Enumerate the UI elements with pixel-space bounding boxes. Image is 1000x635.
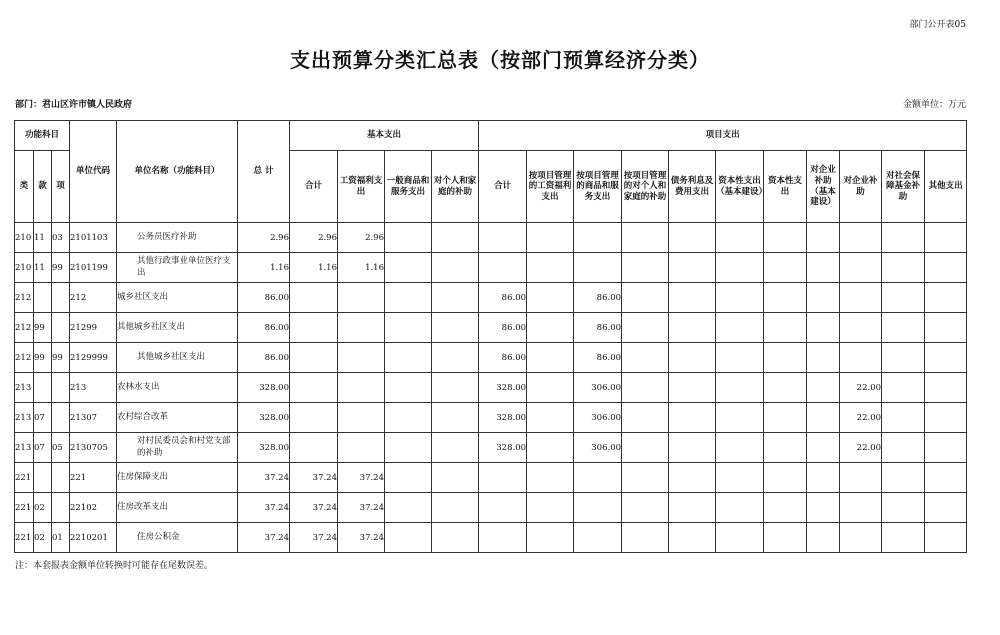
project-total-cell: 86.00 (479, 313, 527, 343)
project-capital-2-cell (764, 343, 807, 373)
project-enterprise-cell (840, 313, 882, 343)
xiang-cell (52, 283, 70, 313)
project-social-cell (882, 343, 925, 373)
project-debt-cell (669, 403, 716, 433)
project-personal-cell (622, 523, 669, 553)
basic-salary-cell: 37.24 (338, 463, 385, 493)
basic-salary-cell: 2.96 (338, 223, 385, 253)
project-salary-cell (527, 253, 574, 283)
basic-goods-cell (385, 253, 432, 283)
basic-personal-cell (432, 463, 479, 493)
project-personal-cell (622, 343, 669, 373)
project-enterprise-cell (840, 253, 882, 283)
project-capital-cell (716, 373, 764, 403)
project-capital-2-cell (764, 463, 807, 493)
basic-personal-cell (432, 433, 479, 463)
basic-personal-cell (432, 283, 479, 313)
page-title: 支出预算分类汇总表（按部门预算经济分类） (290, 48, 710, 72)
unit-name-cell: 公务员医疗补助 (117, 223, 238, 253)
project-personal-cell (622, 373, 669, 403)
project-goods-cell (574, 523, 622, 553)
xiang-cell: 03 (52, 223, 70, 253)
project-debt-cell (669, 343, 716, 373)
total-cell: 328.00 (238, 373, 290, 403)
project-total-cell (479, 253, 527, 283)
xiang-cell (52, 373, 70, 403)
project-salary-cell (527, 523, 574, 553)
basic-goods-cell (385, 313, 432, 343)
kuan-cell: 07 (34, 403, 52, 433)
unit-name-cell: 其他行政事业单位医疗支出 (117, 253, 238, 283)
department-label: 部门：君山区许市镇人民政府 (15, 100, 133, 110)
project-other-cell (925, 313, 967, 343)
unit-name-cell: 对村民委员会和村党支部的补助 (117, 433, 238, 463)
project-enterprise-capital-cell (807, 523, 840, 553)
project-enterprise-cell (840, 223, 882, 253)
basic-salary-cell (338, 343, 385, 373)
total-cell: 37.24 (238, 523, 290, 553)
table-row (15, 283, 967, 313)
unit-code-cell: 221 (70, 463, 117, 493)
project-other-cell (925, 493, 967, 523)
kuan-cell: 02 (34, 493, 52, 523)
basic-goods-cell (385, 433, 432, 463)
project-enterprise-capital-cell (807, 313, 840, 343)
project-other-cell (925, 283, 967, 313)
kuan-cell (34, 373, 52, 403)
table-row (15, 493, 967, 523)
table-row (15, 433, 967, 463)
form-reference: 部门公开表05 (909, 20, 966, 30)
project-capital-cell (716, 493, 764, 523)
project-salary-cell (527, 343, 574, 373)
project-salary-cell (527, 373, 574, 403)
kuan-cell: 99 (34, 313, 52, 343)
project-salary-cell (527, 433, 574, 463)
project-social-cell (882, 283, 925, 313)
basic-total-cell (290, 373, 338, 403)
xiang-cell: 99 (52, 253, 70, 283)
project-goods-cell: 306.00 (574, 433, 622, 463)
project-social-cell (882, 313, 925, 343)
project-personal-cell (622, 253, 669, 283)
basic-personal-cell (432, 223, 479, 253)
basic-total-cell (290, 433, 338, 463)
total-cell: 1.16 (238, 253, 290, 283)
header-total: 总 计 (238, 121, 290, 223)
project-salary-cell (527, 283, 574, 313)
project-goods-cell (574, 463, 622, 493)
unit-name-cell: 住房保障支出 (117, 463, 238, 493)
xiang-cell (52, 313, 70, 343)
project-enterprise-cell: 22.00 (840, 373, 882, 403)
header-project-personal: 按项目管理的对个人和家庭的补助 (622, 151, 669, 223)
basic-total-cell (290, 313, 338, 343)
header-project-social: 对社会保障基金补助 (882, 151, 925, 223)
project-goods-cell: 86.00 (574, 283, 622, 313)
basic-salary-cell (338, 373, 385, 403)
unit-code-cell: 22102 (70, 493, 117, 523)
unit-name-cell: 其他城乡社区支出 (117, 313, 238, 343)
project-capital-2-cell (764, 403, 807, 433)
header-project-capital-2: 资本性支出 (764, 151, 807, 223)
project-enterprise-cell (840, 283, 882, 313)
project-total-cell: 328.00 (479, 373, 527, 403)
total-cell: 86.00 (238, 313, 290, 343)
project-other-cell (925, 343, 967, 373)
project-enterprise-cell (840, 463, 882, 493)
project-capital-2-cell (764, 253, 807, 283)
header-basic-total: 合计 (290, 151, 338, 223)
project-goods-cell: 306.00 (574, 373, 622, 403)
project-social-cell (882, 493, 925, 523)
basic-goods-cell (385, 463, 432, 493)
total-cell: 2.96 (238, 223, 290, 253)
project-goods-cell: 86.00 (574, 313, 622, 343)
kuan-cell (34, 463, 52, 493)
project-capital-2-cell (764, 523, 807, 553)
unit-name-cell: 城乡社区支出 (117, 283, 238, 313)
lei-cell: 212 (15, 343, 34, 373)
basic-personal-cell (432, 523, 479, 553)
kuan-cell: 11 (34, 223, 52, 253)
unit-name-cell: 住房改革支出 (117, 493, 238, 523)
unit-code-cell: 2210201 (70, 523, 117, 553)
kuan-cell: 99 (34, 343, 52, 373)
project-salary-cell (527, 313, 574, 343)
basic-personal-cell (432, 373, 479, 403)
kuan-cell (34, 283, 52, 313)
basic-salary-cell (338, 403, 385, 433)
project-enterprise-cell: 22.00 (840, 433, 882, 463)
project-social-cell (882, 223, 925, 253)
project-debt-cell (669, 463, 716, 493)
basic-goods-cell (385, 523, 432, 553)
basic-total-cell: 37.24 (290, 523, 338, 553)
project-goods-cell (574, 253, 622, 283)
total-cell: 37.24 (238, 493, 290, 523)
project-debt-cell (669, 523, 716, 553)
project-social-cell (882, 463, 925, 493)
project-personal-cell (622, 283, 669, 313)
project-capital-cell (716, 253, 764, 283)
header-project-total: 合计 (479, 151, 527, 223)
project-total-cell: 328.00 (479, 433, 527, 463)
total-cell: 86.00 (238, 283, 290, 313)
project-enterprise-cell (840, 343, 882, 373)
project-personal-cell (622, 433, 669, 463)
project-salary-cell (527, 403, 574, 433)
amount-unit-label: 金额单位：万元 (902, 100, 966, 110)
project-personal-cell (622, 463, 669, 493)
header-basic-goods: 一般商品和服务支出 (385, 151, 432, 223)
kuan-cell: 11 (34, 253, 52, 283)
kuan-cell: 07 (34, 433, 52, 463)
basic-total-cell: 37.24 (290, 493, 338, 523)
project-total-cell (479, 223, 527, 253)
project-total-cell: 328.00 (479, 403, 527, 433)
table-row (15, 343, 967, 373)
header-project-capital: 资本性支出（基本建设） (716, 151, 764, 223)
basic-salary-cell: 1.16 (338, 253, 385, 283)
total-cell: 328.00 (238, 433, 290, 463)
project-social-cell (882, 433, 925, 463)
project-salary-cell (527, 493, 574, 523)
project-total-cell: 86.00 (479, 283, 527, 313)
header-unit-code: 单位代码 (70, 121, 117, 223)
project-goods-cell: 306.00 (574, 403, 622, 433)
project-debt-cell (669, 433, 716, 463)
project-capital-cell (716, 433, 764, 463)
table-row (15, 523, 967, 553)
basic-salary-cell (338, 313, 385, 343)
table-row (15, 463, 967, 493)
expenditure-table (14, 120, 967, 553)
project-capital-2-cell (764, 373, 807, 403)
lei-cell: 213 (15, 403, 34, 433)
header-unit-name: 单位名称（功能科目） (117, 121, 238, 223)
project-goods-cell (574, 493, 622, 523)
table-row (15, 313, 967, 343)
project-debt-cell (669, 313, 716, 343)
project-enterprise-capital-cell (807, 463, 840, 493)
basic-salary-cell: 37.24 (338, 493, 385, 523)
project-other-cell (925, 253, 967, 283)
unit-code-cell: 2101199 (70, 253, 117, 283)
basic-total-cell: 2.96 (290, 223, 338, 253)
lei-cell: 212 (15, 313, 34, 343)
header-project-enterprise-capital: 对企业补助（基本建设） (807, 151, 840, 223)
basic-salary-cell (338, 283, 385, 313)
project-social-cell (882, 373, 925, 403)
project-total-cell (479, 523, 527, 553)
footnote: 注：本套报表金额单位转换时可能存在尾数误差。 (15, 561, 214, 571)
header-basic-expenditure: 基本支出 (290, 121, 479, 151)
unit-name-cell: 其他城乡社区支出 (117, 343, 238, 373)
project-salary-cell (527, 463, 574, 493)
project-debt-cell (669, 373, 716, 403)
header-project-goods: 按项目管理的商品和服务支出 (574, 151, 622, 223)
header-basic-salary: 工资福利支出 (338, 151, 385, 223)
project-enterprise-cell: 22.00 (840, 403, 882, 433)
basic-personal-cell (432, 493, 479, 523)
xiang-cell: 05 (52, 433, 70, 463)
lei-cell: 213 (15, 433, 34, 463)
project-other-cell (925, 373, 967, 403)
lei-cell: 212 (15, 283, 34, 313)
project-capital-2-cell (764, 283, 807, 313)
lei-cell: 221 (15, 523, 34, 553)
project-personal-cell (622, 313, 669, 343)
project-enterprise-capital-cell (807, 433, 840, 463)
project-capital-cell (716, 223, 764, 253)
unit-code-cell: 21299 (70, 313, 117, 343)
header-project-other: 其他支出 (925, 151, 967, 223)
project-personal-cell (622, 223, 669, 253)
lei-cell: 221 (15, 493, 34, 523)
unit-code-cell: 2101103 (70, 223, 117, 253)
total-cell: 37.24 (238, 463, 290, 493)
project-social-cell (882, 403, 925, 433)
unit-code-cell: 21307 (70, 403, 117, 433)
project-other-cell (925, 433, 967, 463)
xiang-cell (52, 403, 70, 433)
table-row (15, 373, 967, 403)
project-debt-cell (669, 493, 716, 523)
xiang-cell: 99 (52, 343, 70, 373)
project-capital-cell (716, 343, 764, 373)
lei-cell: 210 (15, 223, 34, 253)
lei-cell: 221 (15, 463, 34, 493)
table-row (15, 403, 967, 433)
project-total-cell (479, 463, 527, 493)
project-enterprise-cell (840, 523, 882, 553)
project-total-cell: 86.00 (479, 343, 527, 373)
project-enterprise-capital-cell (807, 373, 840, 403)
project-capital-cell (716, 313, 764, 343)
unit-code-cell: 2129999 (70, 343, 117, 373)
project-enterprise-capital-cell (807, 223, 840, 253)
lei-cell: 213 (15, 373, 34, 403)
project-other-cell (925, 403, 967, 433)
project-personal-cell (622, 403, 669, 433)
basic-total-cell (290, 283, 338, 313)
unit-name-cell: 住房公积金 (117, 523, 238, 553)
project-social-cell (882, 523, 925, 553)
unit-code-cell: 213 (70, 373, 117, 403)
header-project-salary: 按项目管理的工资福利支出 (527, 151, 574, 223)
header-project-expenditure: 项目支出 (479, 121, 967, 151)
header-project-debt: 债务利息及费用支出 (669, 151, 716, 223)
basic-goods-cell (385, 343, 432, 373)
project-enterprise-capital-cell (807, 283, 840, 313)
project-other-cell (925, 223, 967, 253)
basic-total-cell: 1.16 (290, 253, 338, 283)
unit-name-cell: 农林水支出 (117, 373, 238, 403)
xiang-cell (52, 493, 70, 523)
project-enterprise-capital-cell (807, 343, 840, 373)
total-cell: 328.00 (238, 403, 290, 433)
project-salary-cell (527, 223, 574, 253)
basic-personal-cell (432, 313, 479, 343)
project-capital-2-cell (764, 433, 807, 463)
project-capital-cell (716, 283, 764, 313)
project-capital-2-cell (764, 493, 807, 523)
basic-personal-cell (432, 343, 479, 373)
project-enterprise-cell (840, 493, 882, 523)
xiang-cell (52, 463, 70, 493)
basic-goods-cell (385, 283, 432, 313)
header-project-enterprise: 对企业补助 (840, 151, 882, 223)
unit-code-cell: 2130705 (70, 433, 117, 463)
project-goods-cell: 86.00 (574, 343, 622, 373)
basic-goods-cell (385, 403, 432, 433)
project-enterprise-capital-cell (807, 253, 840, 283)
table-row (15, 253, 967, 283)
xiang-cell: 01 (52, 523, 70, 553)
project-personal-cell (622, 493, 669, 523)
lei-cell: 210 (15, 253, 34, 283)
project-goods-cell (574, 223, 622, 253)
project-debt-cell (669, 223, 716, 253)
kuan-cell: 02 (34, 523, 52, 553)
project-debt-cell (669, 253, 716, 283)
header-lei: 类 (15, 151, 34, 223)
project-debt-cell (669, 283, 716, 313)
project-social-cell (882, 253, 925, 283)
header-kuan: 款 (34, 151, 52, 223)
project-capital-2-cell (764, 223, 807, 253)
basic-salary-cell (338, 433, 385, 463)
basic-total-cell (290, 343, 338, 373)
unit-name-cell: 农村综合改革 (117, 403, 238, 433)
unit-code-cell: 212 (70, 283, 117, 313)
project-capital-cell (716, 523, 764, 553)
project-other-cell (925, 463, 967, 493)
project-enterprise-capital-cell (807, 493, 840, 523)
basic-personal-cell (432, 253, 479, 283)
basic-goods-cell (385, 493, 432, 523)
total-cell: 86.00 (238, 343, 290, 373)
basic-total-cell (290, 403, 338, 433)
basic-total-cell: 37.24 (290, 463, 338, 493)
basic-goods-cell (385, 373, 432, 403)
project-capital-cell (716, 463, 764, 493)
basic-personal-cell (432, 403, 479, 433)
table-row (15, 223, 967, 253)
header-basic-personal: 对个人和家庭的补助 (432, 151, 479, 223)
basic-salary-cell: 37.24 (338, 523, 385, 553)
project-enterprise-capital-cell (807, 403, 840, 433)
header-xiang: 项 (52, 151, 70, 223)
project-total-cell (479, 493, 527, 523)
basic-goods-cell (385, 223, 432, 253)
header-func-subject: 功能科目 (15, 121, 70, 151)
project-other-cell (925, 523, 967, 553)
project-capital-2-cell (764, 313, 807, 343)
project-capital-cell (716, 403, 764, 433)
